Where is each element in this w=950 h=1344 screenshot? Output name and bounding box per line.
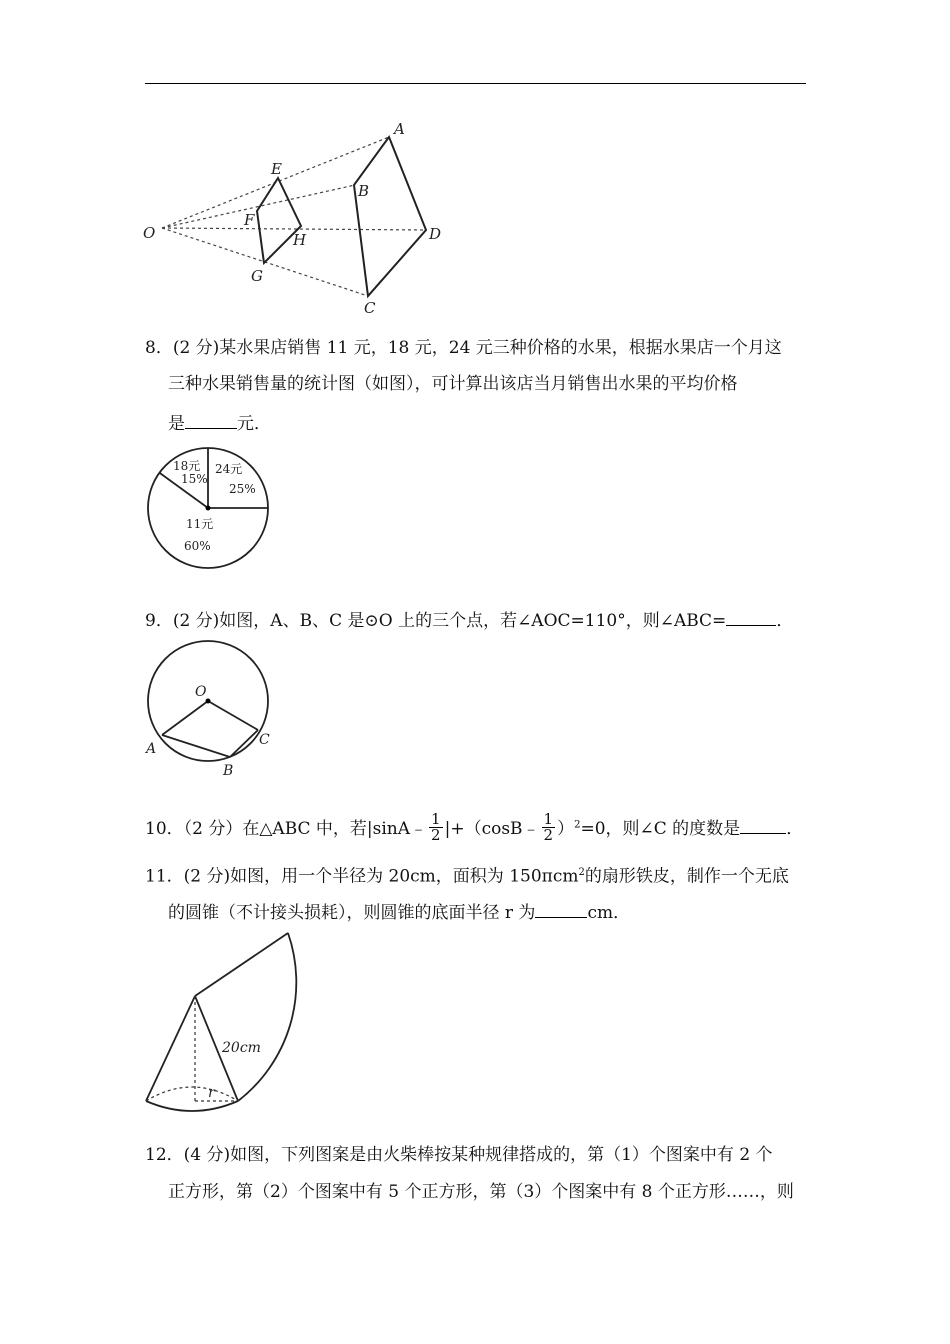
- q11-line-2-pre: 的圆锥（不计接头损耗），则圆锥的底面半径 r 为: [168, 903, 536, 923]
- point-label-h: H: [293, 231, 307, 249]
- q11-line-1-pre: 11．(2 分)如图，用一个半径为 20cm，面积为 150πcm: [145, 866, 579, 887]
- point-label-a: A: [394, 120, 405, 138]
- q11-line-2: [168, 899, 808, 924]
- slant-length-label: 20cm: [222, 1040, 261, 1056]
- q8-line-3-post: 元．: [237, 414, 271, 434]
- q11-line-1: [145, 862, 810, 888]
- q8-line-2: 三种水果销售量的统计图（如图），可计算出该店当月销售出水果的平均价格: [168, 374, 738, 394]
- point-label-c: C: [364, 299, 376, 317]
- answer-blank-q8[interactable]: [185, 410, 237, 429]
- point-label-f: F: [244, 211, 255, 229]
- point-label-a: A: [146, 741, 157, 757]
- q10-line: [145, 810, 810, 845]
- pie-chart: [140, 440, 280, 580]
- q10-sup: 2: [574, 819, 581, 831]
- pie-label-18-pct: 15%: [181, 472, 208, 486]
- point-label-o: O: [195, 684, 207, 700]
- cone-sector-figure: [138, 925, 313, 1125]
- pie-label-11-price: 11元: [186, 517, 214, 531]
- q9-line: [145, 607, 810, 632]
- point-label-e: E: [271, 160, 282, 178]
- point-label-c: C: [259, 732, 270, 748]
- point-label-o: O: [143, 224, 156, 242]
- fraction-one-half-2: $\frac{1}{2}$: [543, 810, 554, 844]
- answer-blank-q10[interactable]: [740, 815, 786, 834]
- point-label-g: G: [251, 267, 263, 285]
- point-label-d: D: [429, 225, 442, 243]
- q8-line-3-pre: 是: [168, 414, 185, 434]
- answer-blank-q11[interactable]: [535, 899, 587, 918]
- q11-line-2-post: cm．: [587, 903, 631, 923]
- point-label-b: B: [358, 182, 370, 200]
- q8-line-1: 8．(2 分)某水果店销售 11 元，18 元，24 元三种价格的水果，根据水果店一个月这: [145, 338, 782, 358]
- q12-line-2: 正方形，第（2）个图案中有 5 个正方形，第（3）个图案中有 8 个正方形……，则: [168, 1182, 794, 1202]
- q12-line-1: 12．(4 分)如图，下列图案是由火柴棒按某种规律搭成的，第（1）个图案中有 2 个: [145, 1145, 773, 1165]
- q11-line-1-post: 的扇形铁皮，制作一个无底: [584, 866, 789, 887]
- pie-label-11-pct: 60%: [184, 539, 211, 553]
- q11-line-1-sup: 2: [578, 867, 585, 878]
- q10-post: ）: [557, 819, 575, 839]
- pie-label-24-price: 24元: [215, 462, 243, 476]
- fraction-one-half: $\frac{1}{2}$: [431, 810, 441, 844]
- q10-pre: 10．（2 分）在△ABC 中，若|sinA﹣: [145, 819, 428, 839]
- q9-text-pre: 9．(2 分)如图，A、B、C 是⊙O 上的三个点，若∠AOC=110°，则∠ABC=: [145, 611, 727, 631]
- pie-label-18-price: 18元: [173, 459, 201, 473]
- radius-label: r: [208, 1085, 215, 1101]
- q10-tail: ．: [786, 819, 804, 839]
- point-label-b: B: [223, 763, 234, 779]
- q8-line-3: [168, 410, 808, 435]
- q10-end: =0，则∠C 的度数是: [580, 819, 741, 839]
- circle-figure: [140, 632, 290, 782]
- q10-mid: |+（cosB﹣: [444, 819, 540, 839]
- homothety-figure: [135, 115, 450, 325]
- answer-blank-q9[interactable]: [726, 607, 776, 626]
- pie-label-24-pct: 25%: [229, 482, 256, 496]
- header-rule: [145, 83, 806, 84]
- q9-text-post: ．: [776, 611, 794, 631]
